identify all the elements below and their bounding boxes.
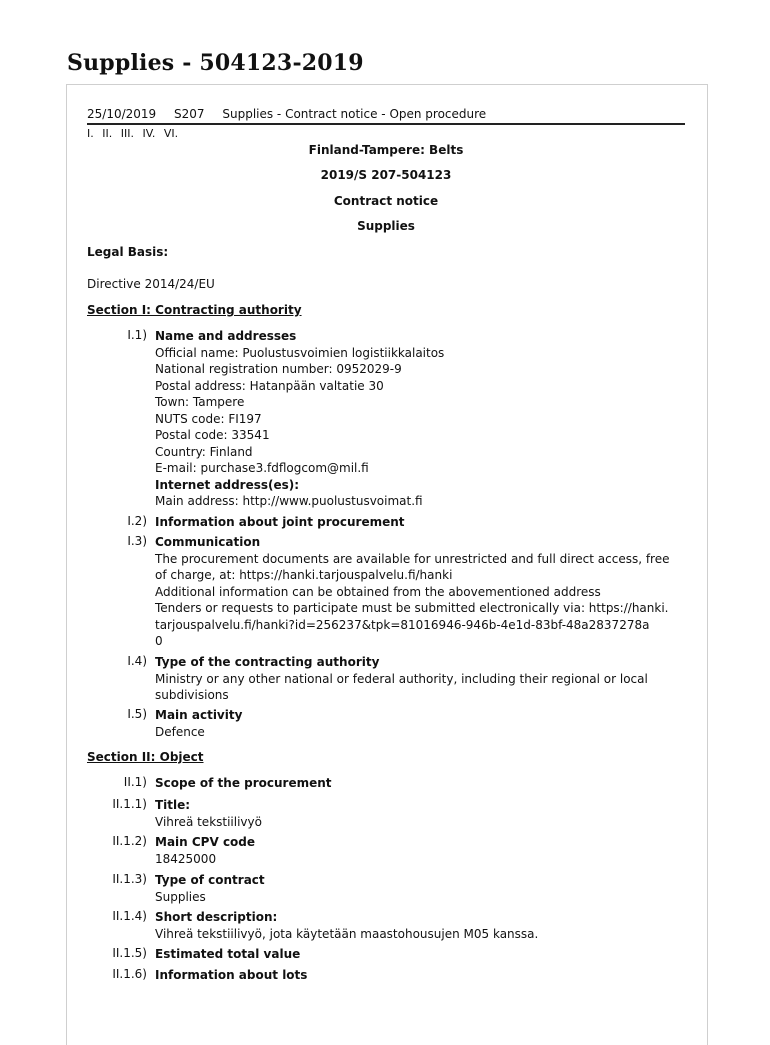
notice-date: 25/10/2019 bbox=[87, 107, 157, 121]
nav-link-section-1[interactable]: I. bbox=[87, 127, 94, 140]
item-number: I.2) bbox=[127, 514, 147, 528]
submission-link-end[interactable]: 0 bbox=[155, 634, 163, 648]
notice-reference: 2019/S 207-504123 bbox=[320, 168, 452, 182]
item-heading: Information about joint procurement bbox=[155, 515, 405, 529]
authority-type-line: Ministry or any other national or federal authority, including their regional or local bbox=[155, 671, 648, 686]
item-number: I.1) bbox=[127, 328, 147, 342]
cpv-code-value: 18425000 bbox=[155, 851, 217, 866]
item-heading: Scope of the procurement bbox=[155, 776, 332, 790]
item-heading: Type of the contracting authority bbox=[155, 655, 380, 669]
short-description-value: Vihreä tekstiilivyö, jota käytetään maastohousujen M05 kanssa. bbox=[155, 926, 539, 941]
title-value: Vihreä tekstiilivyö bbox=[155, 814, 262, 829]
nav-link-section-4[interactable]: IV. bbox=[142, 127, 156, 140]
submission-link[interactable]: tarjouspalvelu.fi/hanki?id=256237&tpk=81016946-946b-4e1d-83bf-48a2837278a bbox=[155, 617, 650, 632]
official-name: Official name: Puolustusvoimien logistiikkalaitos bbox=[155, 345, 445, 360]
main-activity-value: Defence bbox=[155, 724, 205, 739]
country: Country: Finland bbox=[155, 444, 253, 459]
main-address-link[interactable]: Main address: http://www.puolustusvoimat.fi bbox=[155, 494, 423, 508]
item-heading: Communication bbox=[155, 535, 261, 549]
registration-number: National registration number: 0952029-9 bbox=[155, 362, 402, 376]
section-2-title: Section II: Object bbox=[87, 750, 204, 764]
submission-line[interactable]: Tenders or requests to participate must be submitted electronically via: https://hanki. bbox=[155, 601, 669, 615]
nuts-code: NUTS code: FI197 bbox=[155, 411, 262, 426]
item-number: II.1.6) bbox=[112, 967, 147, 981]
communication-line: Additional information can be obtained from the abovementioned address bbox=[155, 584, 601, 599]
page-title: Supplies - 504123-2019 bbox=[67, 50, 364, 76]
item-number: II.1) bbox=[123, 775, 147, 789]
legal-basis-label: Legal Basis: bbox=[87, 245, 169, 259]
item-heading: Type of contract bbox=[155, 873, 265, 887]
email: E-mail: purchase3.fdflogcom@mil.fi bbox=[155, 461, 369, 475]
item-number: I.5) bbox=[127, 707, 147, 721]
authority-type-line: subdivisions bbox=[155, 688, 229, 702]
item-heading: Main activity bbox=[155, 708, 243, 722]
notice-category: Supplies bbox=[357, 219, 415, 233]
item-number: II.1.4) bbox=[112, 909, 147, 923]
item-heading: Information about lots bbox=[155, 968, 308, 982]
notice-kind: Contract notice bbox=[333, 194, 439, 208]
item-number: I.4) bbox=[127, 654, 147, 668]
item-number: I.3) bbox=[127, 534, 147, 548]
town: Town: Tampere bbox=[155, 395, 245, 409]
item-number: II.1.5) bbox=[112, 946, 147, 960]
item-heading: Main CPV code bbox=[155, 835, 256, 849]
documents-link[interactable]: of charge, at: https://hanki.tarjouspalvelu.fi/hanki bbox=[155, 568, 453, 582]
nav-link-section-3[interactable]: III. bbox=[120, 127, 134, 140]
item-heading: Title: bbox=[155, 798, 191, 812]
section-1-title: Section I: Contracting authority bbox=[87, 303, 302, 317]
item-number: II.1.2) bbox=[112, 834, 147, 848]
nav-link-section-6[interactable]: VI. bbox=[163, 127, 179, 140]
notice-place: Finland-Tampere: Belts bbox=[308, 143, 464, 157]
item-number: II.1.1) bbox=[112, 797, 147, 811]
internet-address-heading: Internet address(es): bbox=[155, 477, 300, 492]
postal-address: Postal address: Hatanpään valtatie 30 bbox=[155, 378, 384, 393]
postal-code: Postal code: 33541 bbox=[155, 428, 270, 442]
item-heading: Short description: bbox=[155, 910, 278, 924]
notice-meta bbox=[87, 107, 500, 121]
item-heading: Name and addresses bbox=[155, 329, 297, 343]
header-divider bbox=[87, 123, 685, 125]
notice-type: Supplies - Contract notice - Open procedure bbox=[222, 107, 487, 121]
item-heading: Estimated total value bbox=[155, 947, 301, 961]
contract-type-value: Supplies bbox=[155, 889, 206, 904]
legal-basis-value: Directive 2014/24/EU bbox=[87, 277, 215, 291]
nav-link-section-2[interactable]: II. bbox=[102, 127, 113, 140]
item-number: II.1.3) bbox=[112, 872, 147, 886]
notice-issue: S207 bbox=[174, 107, 205, 121]
section-nav bbox=[87, 127, 183, 140]
communication-line: The procurement documents are available for unrestricted and full direct access, free bbox=[155, 551, 670, 566]
